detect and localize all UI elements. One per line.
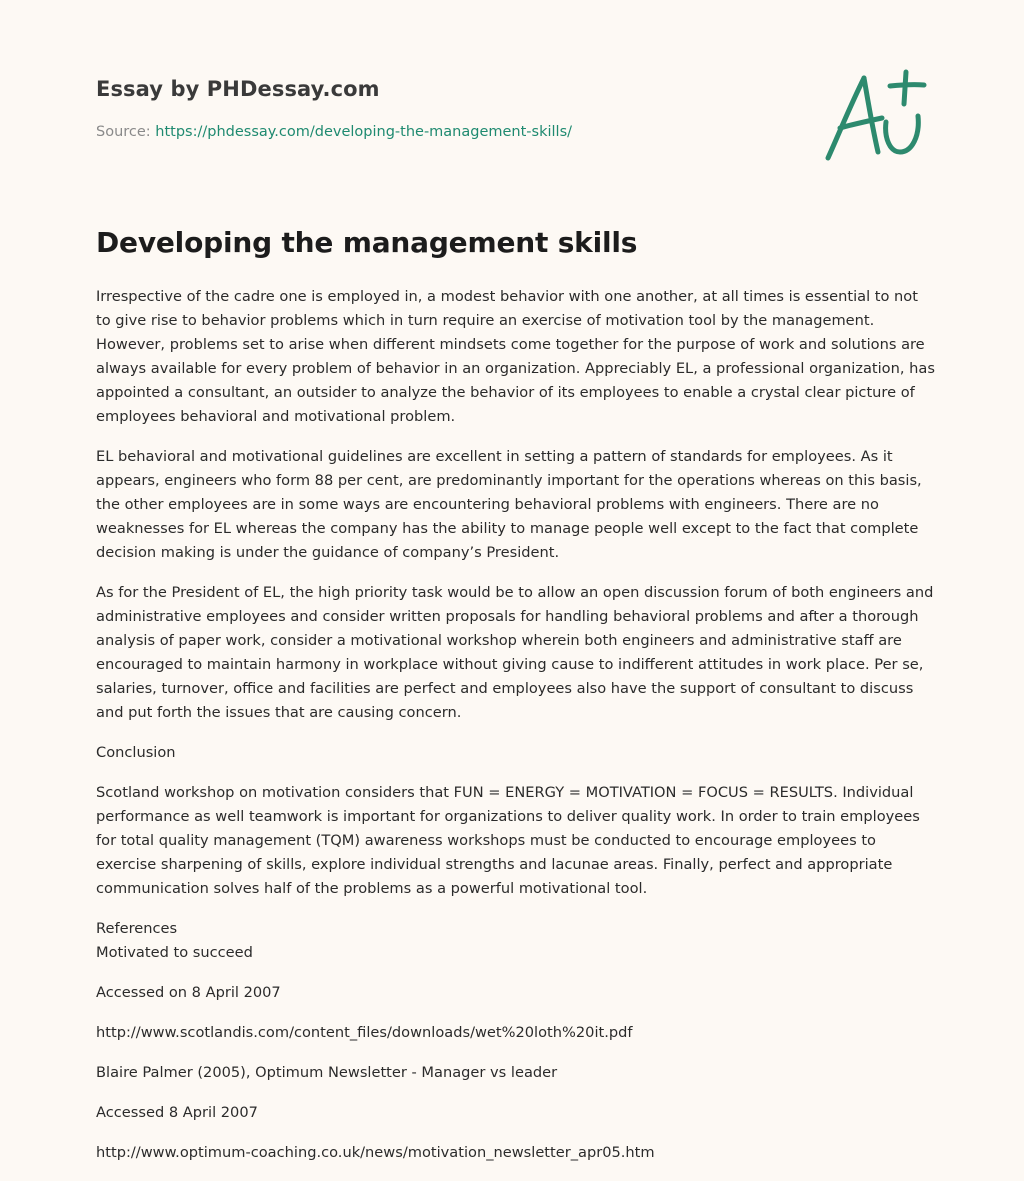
- paragraph: As for the President of EL, the high priority task would be to allow an open discussion forum of both engineers and administrative employees and consider written proposals for handling behavioral problems and after a thorough analysis of paper work, consider a motivational workshop wherein both engineers and administrative staff are encouraged to maintain harmony in workplace without giving cause to indifferent attitudes in work place. Per se, salaries, turnover, office and facilities are perfect and employees also have the support of consultant to discuss and put forth the issues that are causing concern.: [96, 584, 934, 721]
- site-brand: Essay by PHDessay.com: [96, 77, 380, 101]
- reference-item: Accessed on 8 April 2007: [96, 984, 281, 1001]
- essay-title: Developing the management skills: [96, 226, 638, 259]
- reference-url: http://www.scotlandis.com/content_files/downloads/wet%20loth%20it.pdf: [96, 1024, 633, 1041]
- essay-body: [96, 285, 936, 1181]
- reference-item: Blaire Palmer (2005), Optimum Newsletter - Manager vs leader: [96, 1064, 558, 1081]
- source-label: Source:: [96, 124, 156, 140]
- references-block: [96, 917, 936, 965]
- conclusion-heading: Conclusion: [96, 744, 176, 761]
- reference-item: Accessed 8 April 2007: [96, 1104, 258, 1121]
- paragraph: Scotland workshop on motivation considers that FUN = ENERGY = MOTIVATION = FOCUS = RESULTS. Individual performance as well teamwork is important for organizations to deliver quality work. In order to train employees for total quality management (TQM) awareness workshops must be conducted to encourage employees to exercise sharpening of skills, explore individual strengths and lacunae areas. Finally, perfect and appropriate communication solves half of the problems as a powerful motivational tool.: [96, 784, 920, 897]
- a-plus-logo: [820, 66, 930, 166]
- reference-item: Motivated to succeed: [96, 944, 253, 961]
- reference-url: http://www.optimum-coaching.co.uk/news/motivation_newsletter_apr05.htm: [96, 1144, 655, 1161]
- paragraph: EL behavioral and motivational guidelines are excellent in setting a pattern of standards for employees. As it appears, engineers who form 88 per cent, are predominantly important for the operations whereas on this basis, the other employees are in some ways are encountering behavioral problems with engineers. There are no weaknesses for EL whereas the company has the ability to manage people well except to the fact that complete decision making is under the guidance of company’s President.: [96, 448, 922, 561]
- paragraph: Irrespective of the cadre one is employed in, a modest behavior with one another, at all times is essential to not to give rise to behavior problems which in turn require an exercise of motivation tool by the management. However, problems set to arise when different mindsets come together for the purpose of work and solutions are always available for every problem of behavior in an organization. Appreciably EL, a professional organization, has appointed a consultant, an outsider to analyze the behavior of its employees to enable a crystal clear picture of employees behavioral and motivational problem.: [96, 288, 935, 425]
- source-link[interactable]: https://phdessay.com/developing-the-management-skills/: [155, 124, 573, 140]
- source-line: [96, 124, 572, 140]
- references-heading: References: [96, 920, 178, 937]
